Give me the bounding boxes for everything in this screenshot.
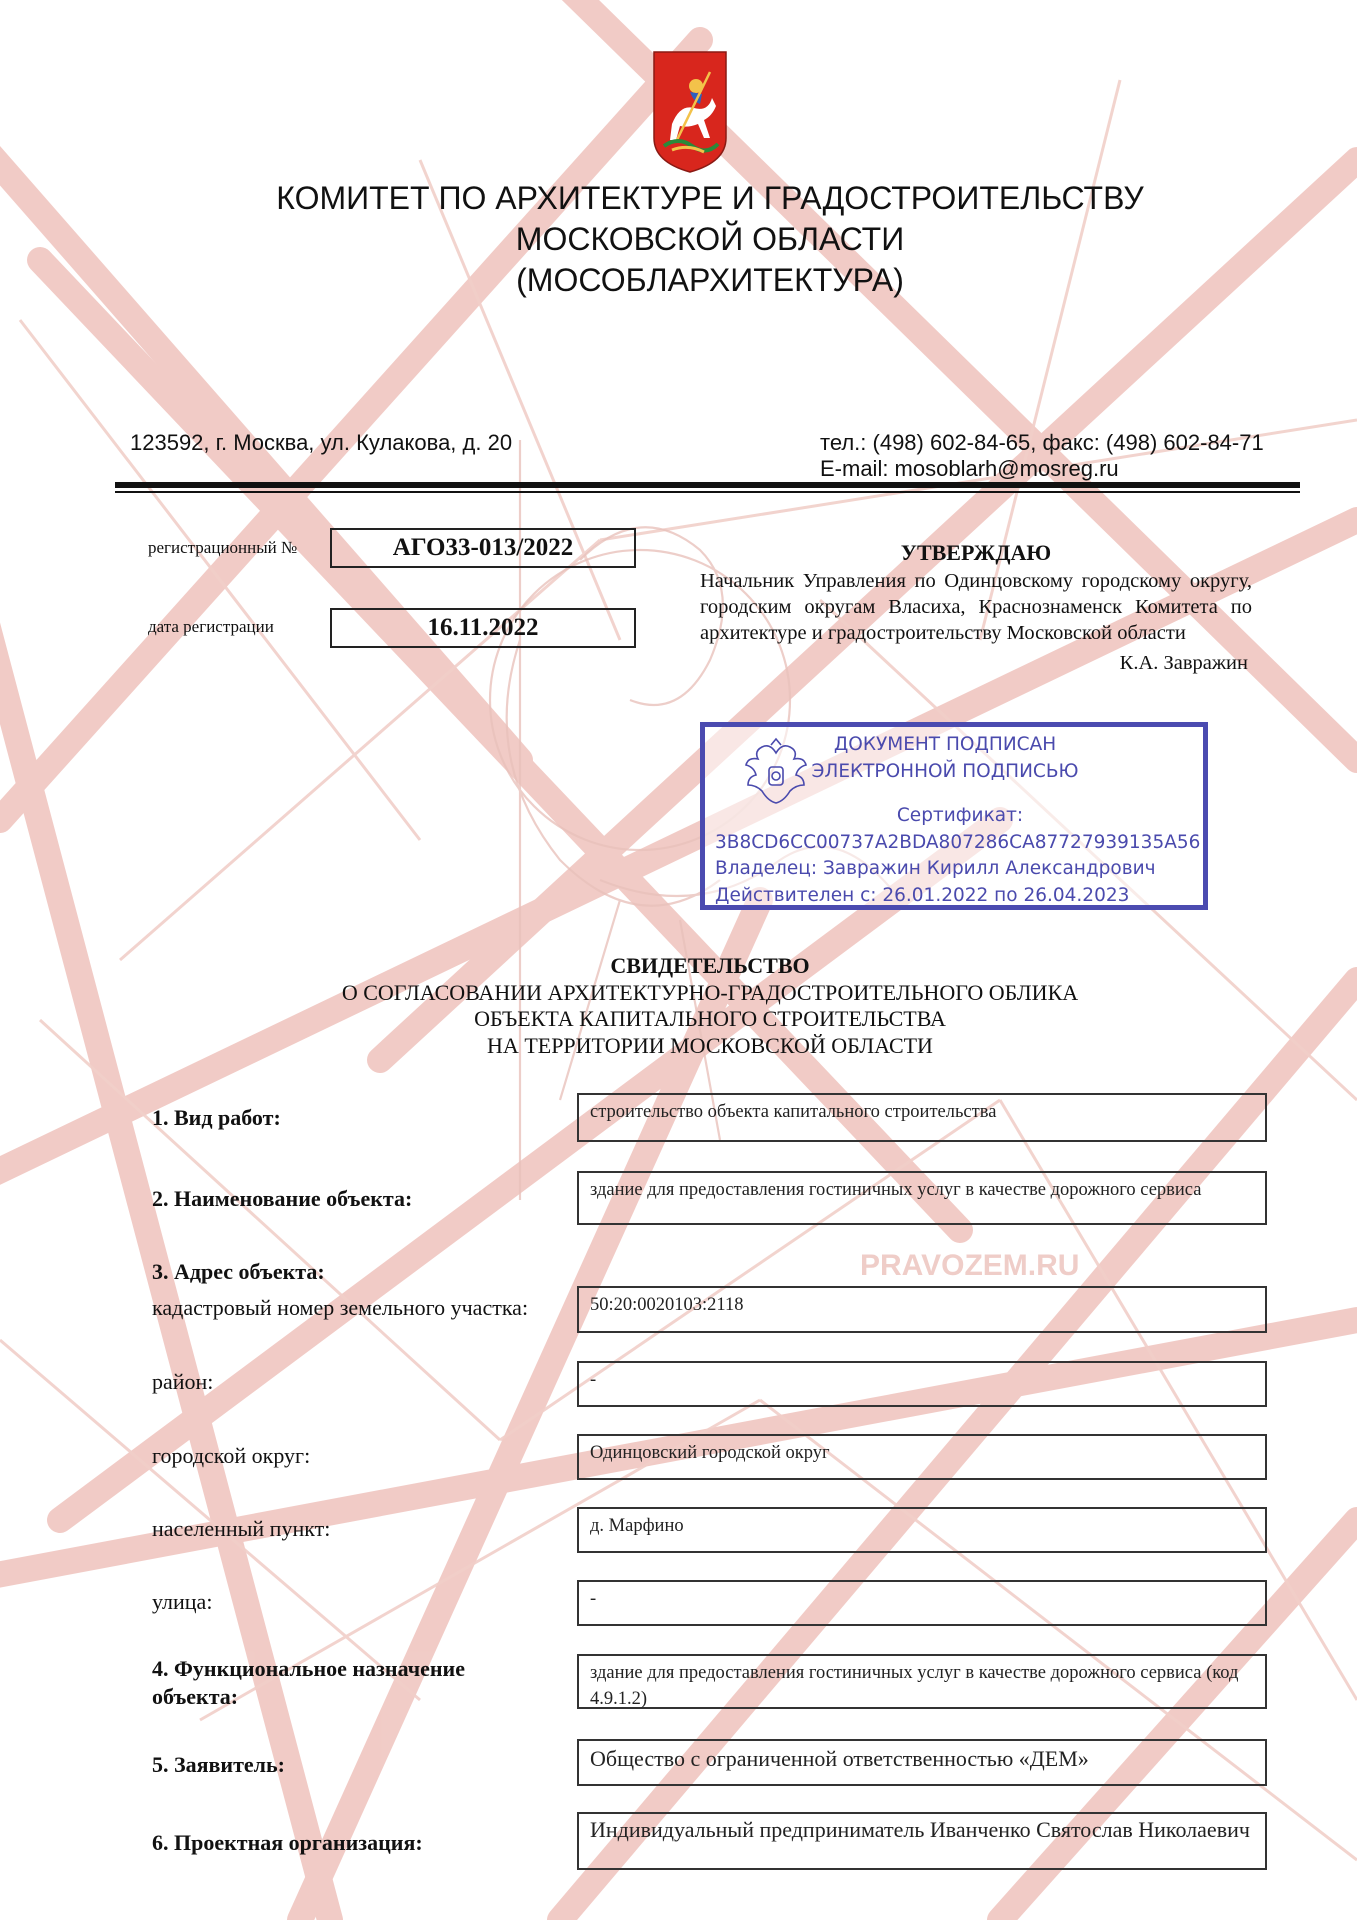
registration-number-label: регистрационный № [148, 538, 298, 557]
object-address-label: 3. Адрес объекта: [152, 1259, 325, 1284]
object-name-label: 2. Наименование объекта: [152, 1186, 413, 1211]
certificate-title: СВИДЕТЕЛЬСТВО [610, 953, 810, 978]
coat-of-arms-icon [652, 50, 728, 174]
district-label: район: [152, 1369, 214, 1394]
phone-fax: тел.: (498) 602-84-65, факс: (498) 602-84-71 [820, 430, 1264, 455]
signature-title-line: ДОКУМЕНТ ПОДПИСАН [833, 734, 1057, 755]
settlement-label: населенный пункт: [152, 1516, 331, 1541]
certificate-subtitle: НА ТЕРРИТОРИИ МОСКОВСКОЙ ОБЛАСТИ [487, 1032, 933, 1058]
committee-title-line: МОСКОВСКОЙ ОБЛАСТИ [515, 221, 905, 257]
committee-contacts [820, 430, 1264, 482]
street-value: - [577, 1580, 1267, 1626]
purpose-label [152, 1655, 465, 1711]
committee-title-line: КОМИТЕТ ПО АРХИТЕКТУРЕ И ГРАДОСТРОИТЕЛЬСТВУ [276, 180, 1144, 216]
certificate-label: Сертификат: [896, 805, 1024, 826]
watermark-text: PRAVOZEM.RU [860, 1249, 1080, 1282]
committee-address: 123592, г. Москва, ул. Кулакова, д. 20 [130, 430, 513, 455]
work-type-label: 1. Вид работ: [152, 1105, 281, 1130]
purpose-label-line: 4. Функциональное назначение [152, 1656, 465, 1681]
approval-signatory: К.А. Завражин [1119, 652, 1248, 674]
purpose-label-line: объекта: [152, 1684, 239, 1709]
header-divider [115, 482, 1300, 488]
certificate-validity: Действителен с: 26.01.2022 по 26.04.2023 [715, 884, 1130, 906]
approval-title: УТВЕРЖДАЮ [900, 540, 1052, 565]
registration-number-box: АГО33-013/2022 [330, 528, 636, 568]
registration-date-label: дата регистрации [148, 617, 274, 636]
street-label: улица: [152, 1589, 213, 1614]
certificate-owner: Владелец: Завражин Кирилл Александрович [715, 858, 1156, 879]
signature-title [795, 731, 1095, 785]
purpose-value: здание для предоставления гостиничных услуг в качестве дорожного сервиса (код 4.9.1.2) [577, 1654, 1267, 1709]
work-type-value: строительство объекта капитального строительства [577, 1093, 1267, 1142]
approval-text: Начальник Управления по Одинцовскому городскому округу, городским округам Власиха, Краснознаменск Комитета по архитектуре и градостроительству Московской области [700, 570, 1252, 644]
city-district-value: Одинцовский городской округ [577, 1434, 1267, 1480]
certificate-subtitle: О СОГЛАСОВАНИИ АРХИТЕКТУРНО-ГРАДОСТРОИТЕЛЬНОГО ОБЛИКА [341, 979, 1079, 1005]
design-org-label: 6. Проектная организация: [152, 1830, 423, 1855]
applicant-label: 5. Заявитель: [152, 1752, 285, 1777]
signature-title-line: ЭЛЕКТРОННОЙ ПОДПИСЬЮ [811, 761, 1079, 782]
district-value: - [577, 1361, 1267, 1407]
object-name-value: здание для предоставления гостиничных услуг в качестве дорожного сервиса [577, 1171, 1267, 1225]
cadastral-label: кадастровый номер земельного участка: [152, 1295, 529, 1320]
city-district-label: городской округ: [152, 1443, 311, 1468]
signature-details [715, 803, 1205, 909]
committee-title-line: (МОСОБЛАРХИТЕКТУРА) [516, 262, 904, 298]
email: E-mail: mosoblarh@mosreg.ru [820, 456, 1119, 481]
settlement-value: д. Марфино [577, 1507, 1267, 1553]
certificate-heading [150, 953, 1270, 1059]
applicant-value: Общество с ограниченной ответственностью «ДЕМ» [577, 1739, 1267, 1786]
committee-title [150, 178, 1270, 301]
header-divider-thin [115, 491, 1300, 493]
design-org-value: Индивидуальный предприниматель Иванченко Святослав Николаевич [577, 1812, 1267, 1870]
registration-date-box: 16.11.2022 [330, 608, 636, 648]
certificate-number: 3B8CD6CC00737A2BDA807286CA87727939135A56 [715, 831, 1201, 853]
certificate-subtitle: ОБЪЕКТА КАПИТАЛЬНОГО СТРОИТЕЛЬСТВА [474, 1006, 946, 1031]
electronic-signature-stamp [700, 722, 1208, 910]
cadastral-value: 50:20:0020103:2118 [577, 1286, 1267, 1333]
approval-block [700, 538, 1252, 676]
